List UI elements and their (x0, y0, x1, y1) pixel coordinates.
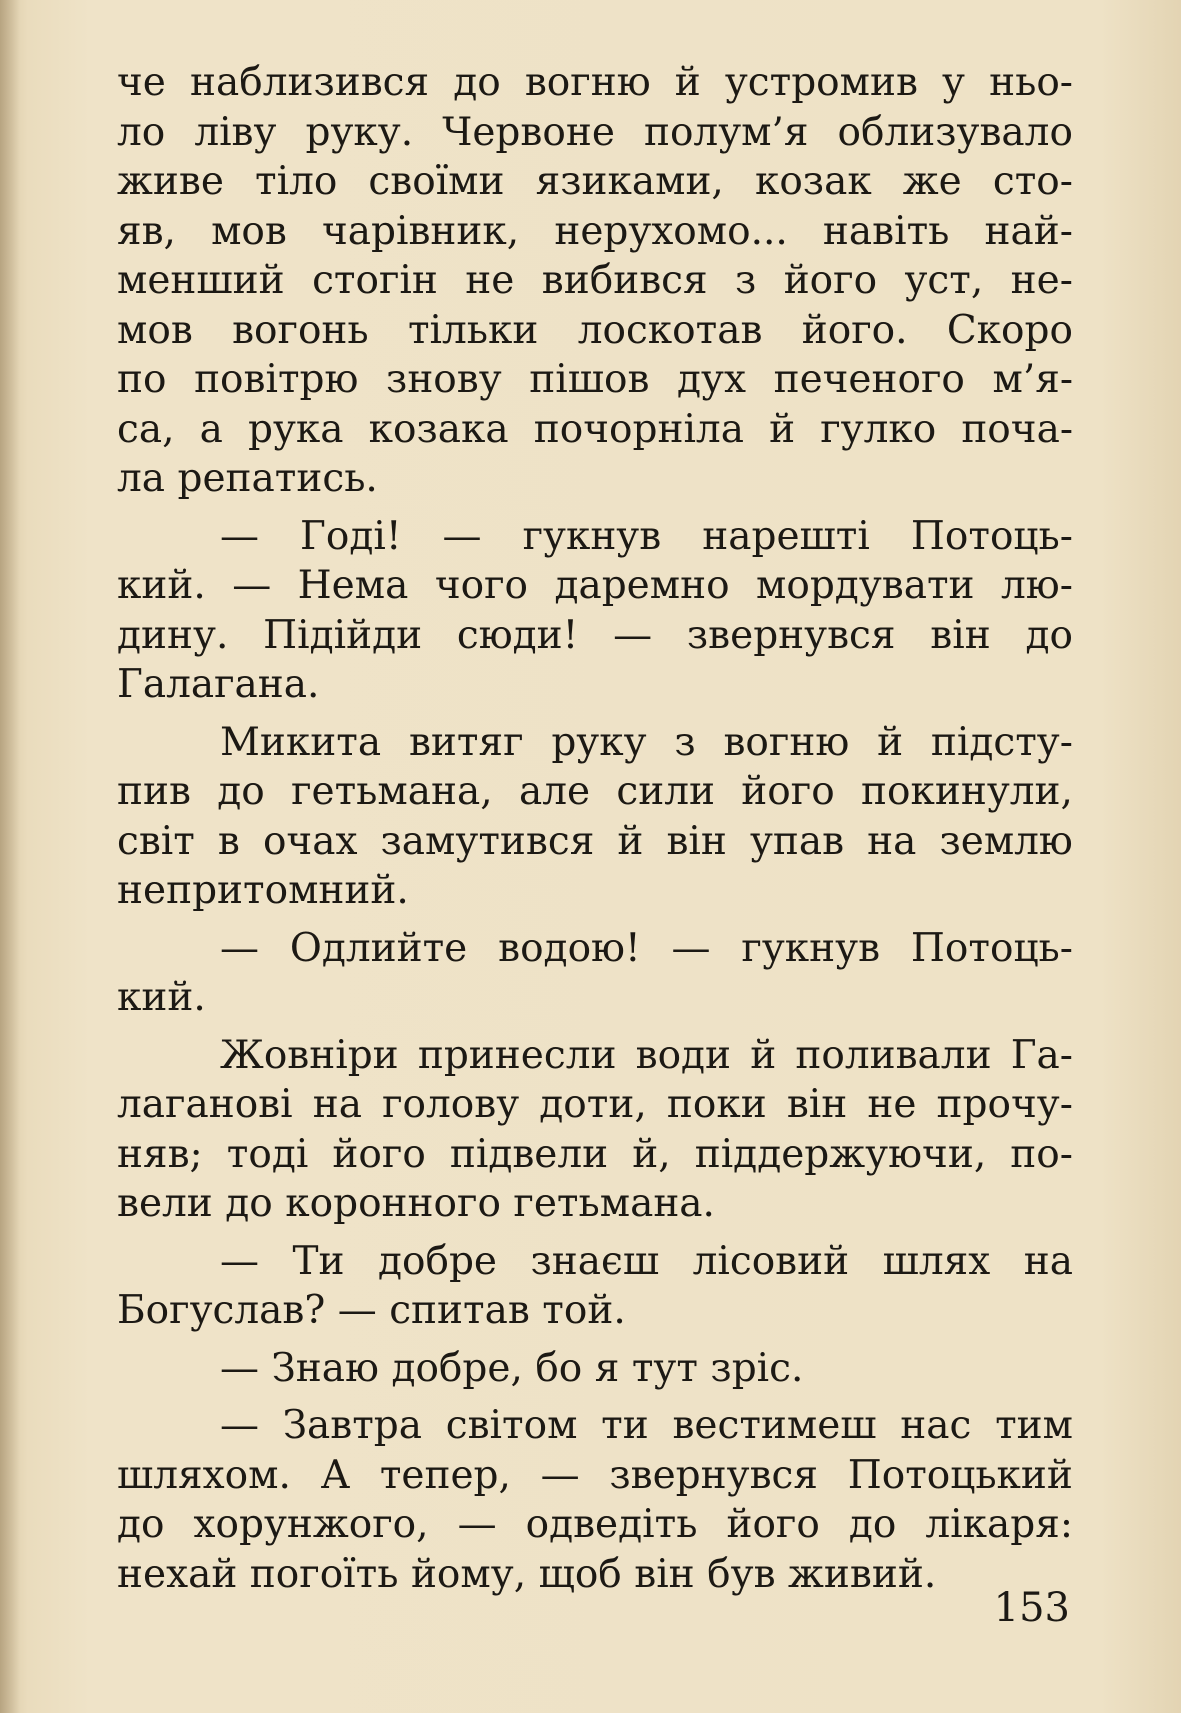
word: у (942, 60, 965, 105)
word: яв, (117, 208, 176, 254)
word: його. (801, 307, 908, 353)
word: чарівник, (322, 208, 520, 254)
word: своїми (368, 159, 505, 204)
word: не (867, 1082, 917, 1127)
word: дину. (117, 612, 229, 658)
text-line (117, 866, 1073, 916)
word: нехай (117, 1551, 238, 1597)
word: ньо- (989, 60, 1073, 105)
word: язиками, (535, 159, 724, 204)
word: підвели (449, 1131, 609, 1177)
word: добре (377, 1238, 498, 1284)
word: не (465, 258, 515, 303)
text-line (117, 1130, 1073, 1180)
word: вогонь (232, 307, 369, 353)
word: доти, (539, 1082, 647, 1127)
word: няв; (117, 1131, 203, 1177)
word: він (634, 1551, 695, 1597)
word: сюди! (456, 612, 579, 658)
word: в (217, 818, 240, 864)
word: принесли (417, 1032, 617, 1078)
word: ла (117, 456, 166, 501)
word: світ (117, 818, 195, 864)
word: лоскотав (577, 307, 763, 353)
word: до (453, 60, 501, 105)
word: до (1025, 612, 1073, 658)
word: його (783, 258, 878, 303)
word: Жовніри (220, 1032, 399, 1078)
word: до (225, 1181, 273, 1226)
word: піддержуючи, (694, 1131, 987, 1177)
paragraph-gap (117, 916, 1073, 924)
word: гукнув (522, 513, 662, 559)
word: я (594, 1345, 620, 1391)
word: до (117, 1502, 165, 1547)
word: замутився (380, 818, 595, 864)
word: нас (900, 1403, 972, 1448)
paragraph (117, 1401, 1073, 1599)
word: водою! (498, 925, 641, 971)
word: поки (666, 1082, 767, 1127)
word: руку. (305, 109, 414, 155)
word: — (220, 1345, 259, 1391)
word: дух (677, 357, 746, 402)
word: рука (247, 406, 344, 452)
word: — (457, 1502, 497, 1547)
word: шляхом. (117, 1452, 291, 1498)
word: й (769, 406, 796, 452)
word: Скоро (946, 307, 1073, 353)
word: лаганові (117, 1082, 293, 1127)
word: тільки (407, 307, 539, 353)
word: води (635, 1032, 732, 1078)
word: полум’я (643, 109, 809, 155)
word: нерухомо... (554, 208, 788, 254)
word: той. (542, 1288, 626, 1333)
word: Підійди (263, 612, 423, 658)
word: Годі! (300, 513, 402, 559)
word: руку (551, 719, 647, 765)
word: звернувся (686, 612, 896, 658)
word: Червоне (442, 109, 615, 155)
word: тіло (255, 159, 338, 204)
word: печеного (773, 357, 965, 402)
word: же (902, 159, 962, 204)
text-line (117, 973, 1073, 1023)
word: ти (601, 1403, 649, 1448)
word: на (312, 1082, 362, 1127)
word: по (117, 357, 167, 402)
word: він (786, 1082, 848, 1127)
word: погоїть (249, 1551, 399, 1597)
word: він (666, 818, 727, 864)
word: шлях (882, 1238, 991, 1284)
word: най- (984, 208, 1073, 254)
text-line (117, 1286, 1073, 1336)
word: Га- (1010, 1032, 1073, 1078)
word: ло (117, 109, 166, 155)
word: голову (382, 1082, 520, 1127)
word: — (220, 513, 259, 559)
text-line (117, 454, 1073, 504)
word: він (930, 612, 991, 658)
word: по- (1010, 1131, 1073, 1177)
word: й (617, 818, 644, 864)
word: Потоць- (910, 925, 1073, 971)
word: вогню (524, 60, 651, 105)
word: хорунжого, (193, 1502, 429, 1547)
word: поливали (795, 1032, 992, 1078)
word: був (707, 1551, 776, 1597)
word: м’я- (992, 357, 1073, 402)
word: Знаю (271, 1345, 379, 1391)
word: бо (535, 1345, 583, 1391)
word: тим (995, 1403, 1073, 1448)
text-line (117, 1401, 1073, 1451)
word: лю- (1001, 563, 1073, 608)
word: А (320, 1452, 351, 1498)
word: упав (749, 818, 845, 864)
text-line (117, 256, 1073, 306)
word: його (332, 1131, 426, 1177)
text-line (117, 718, 1073, 768)
word: зріс. (710, 1345, 804, 1391)
word: пішов (529, 357, 650, 402)
word: коронного (285, 1181, 501, 1226)
word: даремно (554, 563, 730, 608)
word: сили (616, 769, 715, 814)
word: не- (1010, 258, 1073, 303)
word: Ти (292, 1238, 345, 1284)
word: й (674, 60, 701, 105)
word: й (877, 719, 904, 765)
word: лісовий (692, 1238, 850, 1284)
text-line (117, 611, 1073, 661)
text-line (117, 58, 1073, 108)
word: Завтра (282, 1403, 423, 1448)
text-line (117, 1080, 1073, 1130)
word: гетьмана. (513, 1181, 715, 1226)
word: знову (386, 357, 502, 402)
word: йому, (410, 1551, 527, 1597)
word: чого (434, 563, 528, 608)
word: лікаря: (925, 1502, 1073, 1547)
text-line (117, 1500, 1073, 1550)
paragraph-gap (117, 1393, 1073, 1401)
word: — (613, 612, 653, 658)
word: покинули, (861, 769, 1073, 814)
word: гулко (820, 406, 937, 452)
word: — (220, 925, 259, 971)
body-text (117, 58, 1073, 1599)
text-line (117, 924, 1073, 974)
word: — (220, 1403, 259, 1448)
word: землю (939, 818, 1073, 864)
word: устромив (724, 60, 918, 105)
word: Потоцький (847, 1452, 1073, 1498)
word: а (199, 406, 223, 452)
paragraph (117, 512, 1073, 710)
word: — (337, 1288, 377, 1333)
text-line (117, 207, 1073, 257)
word: почорніла (533, 406, 744, 452)
word: нарешті (702, 513, 870, 559)
word: його (726, 1502, 820, 1547)
page-number: 153 (993, 1585, 1070, 1631)
word: вели (117, 1181, 213, 1226)
paragraph-gap (117, 1336, 1073, 1344)
word: облизувало (837, 109, 1073, 155)
word: Галагана. (117, 662, 320, 707)
word: добре, (391, 1345, 523, 1391)
text-line (117, 1031, 1073, 1081)
word: Одлийте (289, 925, 468, 971)
word: на (1023, 1238, 1073, 1284)
word: поча- (961, 406, 1073, 452)
word: тепер, (379, 1452, 511, 1498)
paragraph (117, 1237, 1073, 1336)
paragraph (117, 924, 1073, 1023)
word: Потоць- (910, 513, 1073, 559)
paragraph-gap (117, 1229, 1073, 1237)
word: повітрю (194, 357, 359, 402)
text-line (117, 306, 1073, 356)
paragraph (117, 1031, 1073, 1229)
word: світом (445, 1403, 578, 1448)
word: й (750, 1032, 777, 1078)
text-line (117, 157, 1073, 207)
word: — (442, 513, 482, 559)
paragraph (117, 58, 1073, 504)
word: тоді (226, 1131, 309, 1177)
word: живий. (788, 1551, 937, 1597)
word: й, (632, 1131, 671, 1177)
text-line (117, 767, 1073, 817)
paragraph-gap (117, 504, 1073, 512)
word: стогін (312, 258, 438, 303)
word: мов (211, 208, 287, 254)
word: витяг (408, 719, 524, 765)
word: очах (262, 818, 358, 864)
word: прочу- (936, 1082, 1073, 1127)
word: — (232, 563, 272, 608)
word: з (735, 258, 757, 303)
word: — (220, 1238, 259, 1284)
binding-shadow (0, 0, 20, 1713)
word: звернувся (609, 1452, 818, 1498)
word: з (674, 719, 696, 765)
text-line (117, 1451, 1073, 1501)
word: ліву (194, 109, 277, 155)
text-line (117, 512, 1073, 562)
paragraph-gap (117, 1023, 1073, 1031)
word: до (217, 769, 265, 814)
text-line (117, 1344, 1073, 1394)
text-line (117, 660, 1073, 710)
word: одведіть (525, 1502, 698, 1547)
word: че (117, 60, 166, 105)
word: пив (117, 769, 191, 814)
word: кий. (117, 975, 206, 1020)
text-line (117, 355, 1073, 405)
word: сто- (992, 159, 1073, 204)
text-line (117, 108, 1073, 158)
paragraph (117, 718, 1073, 916)
paragraph (117, 1344, 1073, 1394)
word: спитав (389, 1288, 530, 1333)
word: навіть (822, 208, 950, 254)
word: його (741, 769, 835, 814)
word: до (848, 1502, 897, 1547)
word: вогню (723, 719, 850, 765)
word: козака (368, 406, 509, 452)
word: кий. (117, 563, 206, 608)
text-line (117, 817, 1073, 867)
word: Нема (297, 563, 409, 608)
word: репатись. (177, 456, 378, 501)
text-line (117, 405, 1073, 455)
word: на (867, 818, 917, 864)
word: са, (117, 406, 175, 452)
text-line (117, 1550, 1073, 1600)
word: наблизився (189, 60, 430, 105)
text-line (117, 561, 1073, 611)
word: Богуслав? (117, 1288, 326, 1333)
word: щоб (538, 1551, 622, 1597)
word: але (518, 769, 591, 814)
word: гукнув (741, 925, 881, 971)
text-line (117, 1237, 1073, 1287)
word: — (671, 925, 711, 971)
word: вестимеш (672, 1403, 877, 1448)
word: тут (631, 1345, 698, 1391)
word: Микита (220, 719, 382, 765)
word: підсту- (930, 719, 1073, 765)
word: живе (117, 159, 224, 204)
word: мордувати (756, 563, 975, 608)
word: знаєш (530, 1238, 660, 1284)
word: гетьмана, (291, 769, 493, 814)
paragraph-gap (117, 710, 1073, 718)
word: — (540, 1452, 580, 1498)
text-line (117, 1179, 1073, 1229)
word: мов (117, 307, 193, 353)
word: уст, (904, 258, 984, 303)
word: вибився (541, 258, 708, 303)
word: козак (754, 159, 872, 204)
word: менший (117, 258, 285, 303)
word: непритомний. (117, 868, 409, 913)
